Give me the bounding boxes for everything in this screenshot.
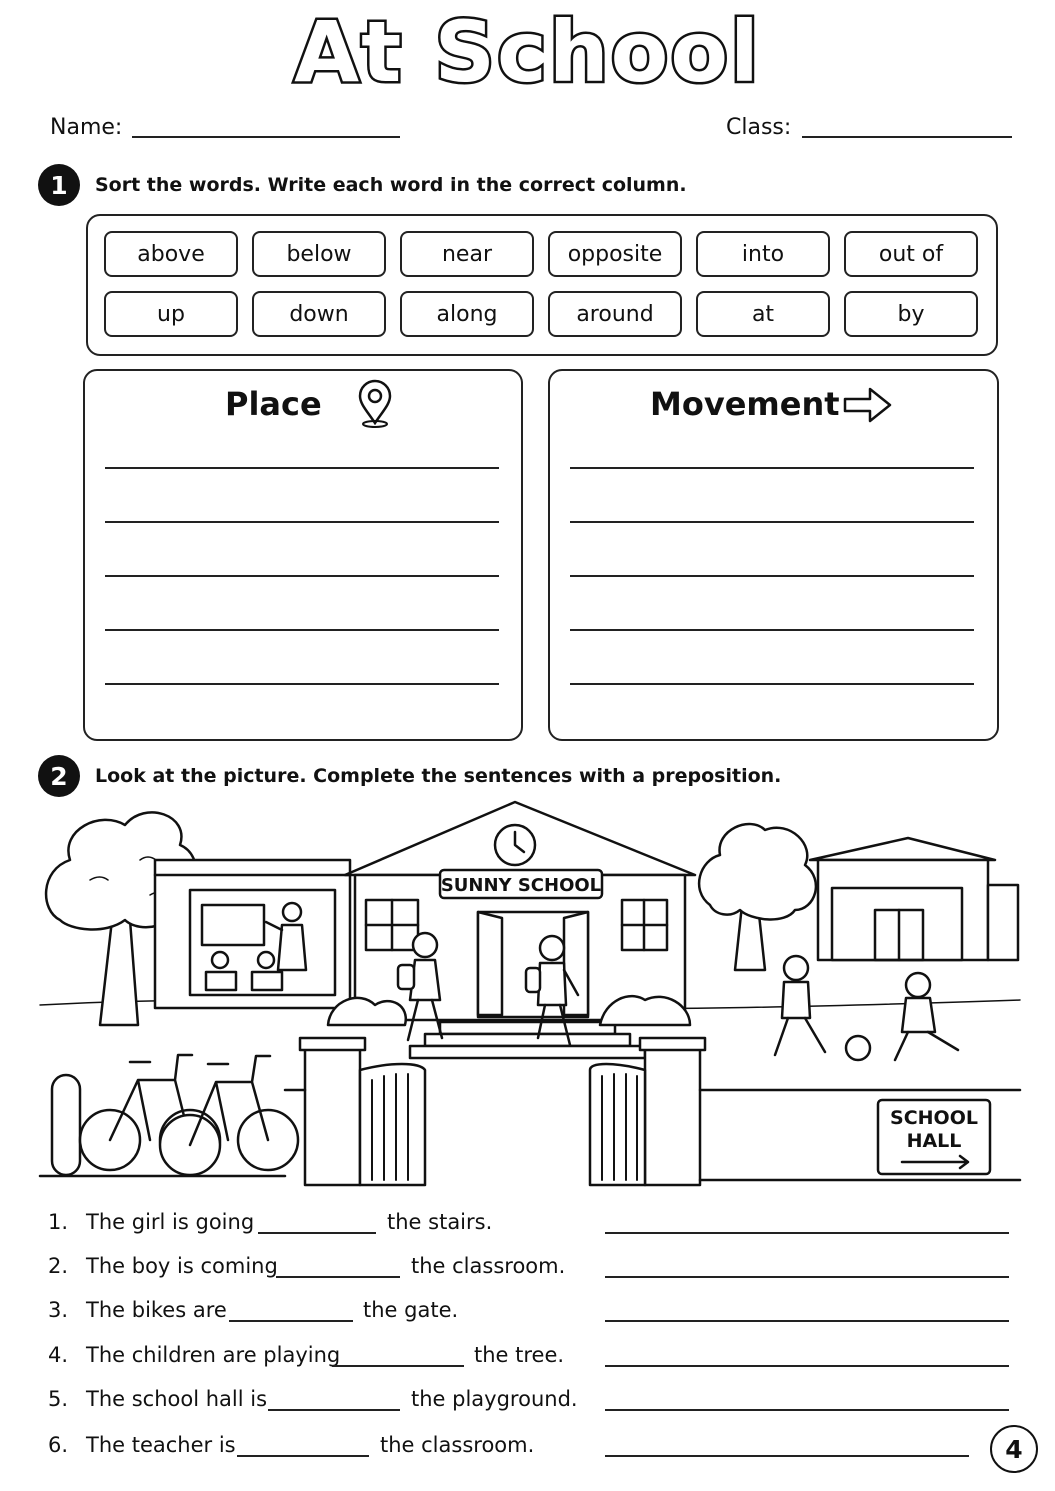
- school-hall-building: [810, 838, 1018, 960]
- sentence-text: The boy is coming: [86, 1254, 278, 1278]
- map-pin-icon: [355, 379, 395, 429]
- answer-line[interactable]: [605, 1409, 1009, 1411]
- sentence-text: The children are playing: [86, 1343, 341, 1367]
- word-card[interactable]: above: [104, 231, 238, 277]
- word-card[interactable]: down: [252, 291, 386, 337]
- movement-column-title: Movement: [650, 385, 840, 423]
- sentence-text: the playground.: [411, 1387, 578, 1411]
- sentence-number: 6.: [48, 1433, 69, 1457]
- page-number: 4: [990, 1425, 1038, 1473]
- sentence-text: the classroom.: [411, 1254, 566, 1278]
- blank-field[interactable]: [237, 1455, 369, 1457]
- word-card[interactable]: at: [696, 291, 830, 337]
- sentence-text: the tree.: [474, 1343, 565, 1367]
- sentence-text: The school hall is: [86, 1387, 268, 1411]
- answer-line[interactable]: [570, 683, 974, 685]
- word-card[interactable]: opposite: [548, 231, 682, 277]
- sentence-number: 2.: [48, 1254, 69, 1278]
- answer-line[interactable]: [105, 575, 499, 577]
- tree-right: [699, 824, 816, 970]
- name-label: Name:: [50, 115, 123, 140]
- sentence-number: 5.: [48, 1387, 69, 1411]
- word-card[interactable]: up: [104, 291, 238, 337]
- answer-line[interactable]: [605, 1455, 969, 1457]
- sentence-number: 4.: [48, 1343, 69, 1367]
- answer-line[interactable]: [105, 467, 499, 469]
- svg-text:SCHOOL: SCHOOL: [890, 1107, 978, 1129]
- word-card[interactable]: around: [548, 291, 682, 337]
- name-field[interactable]: [132, 136, 400, 138]
- section-1-instruction: Sort the words. Write each word in the correct column.: [95, 174, 687, 196]
- page-title: At School: [294, 3, 761, 101]
- answer-line[interactable]: [570, 521, 974, 523]
- sentence-text: the stairs.: [387, 1210, 493, 1234]
- answer-line[interactable]: [605, 1276, 1009, 1278]
- svg-text:HALL: HALL: [906, 1130, 962, 1152]
- answer-line[interactable]: [105, 683, 499, 685]
- school-sign: SUNNY SCHOOL: [440, 875, 602, 896]
- arrow-right-icon: [842, 385, 894, 425]
- answer-line[interactable]: [570, 467, 974, 469]
- answer-line[interactable]: [605, 1320, 1009, 1322]
- class-label: Class:: [726, 115, 792, 140]
- answer-line[interactable]: [105, 521, 499, 523]
- word-card[interactable]: by: [844, 291, 978, 337]
- word-card[interactable]: near: [400, 231, 534, 277]
- word-card[interactable]: out of: [844, 231, 978, 277]
- school-illustration: [30, 800, 1025, 1190]
- word-card[interactable]: below: [252, 231, 386, 277]
- sentence-text: The bikes are: [86, 1298, 227, 1322]
- kids-playing: [775, 956, 958, 1060]
- answer-line[interactable]: [570, 629, 974, 631]
- word-card[interactable]: into: [696, 231, 830, 277]
- blank-field[interactable]: [276, 1276, 400, 1278]
- class-field[interactable]: [802, 136, 1012, 138]
- sentence-text: the classroom.: [380, 1433, 535, 1457]
- bikes: [40, 1055, 298, 1176]
- sentence-text: the gate.: [363, 1298, 459, 1322]
- school-hall-sign: [878, 1100, 990, 1174]
- sentence-text: The girl is going: [86, 1210, 255, 1234]
- blank-field[interactable]: [332, 1365, 464, 1367]
- sentence-number: 3.: [48, 1298, 69, 1322]
- blank-field[interactable]: [268, 1409, 400, 1411]
- sentence-text: The teacher is: [86, 1433, 236, 1457]
- word-bank: [86, 214, 998, 356]
- sentence-number: 1.: [48, 1210, 69, 1234]
- answer-line[interactable]: [570, 575, 974, 577]
- section-1-number: 1: [38, 164, 80, 206]
- blank-field[interactable]: [258, 1232, 376, 1234]
- answer-line[interactable]: [105, 629, 499, 631]
- section-2-number: 2: [38, 755, 80, 797]
- movement-column: [548, 369, 999, 741]
- section-2-instruction: Look at the picture. Complete the sentences with a preposition.: [95, 765, 782, 787]
- answer-line[interactable]: [605, 1232, 1009, 1234]
- word-card[interactable]: along: [400, 291, 534, 337]
- place-column: [83, 369, 523, 741]
- answer-line[interactable]: [605, 1365, 1009, 1367]
- place-column-title: Place: [225, 385, 322, 423]
- blank-field[interactable]: [229, 1320, 353, 1322]
- classroom-building: [155, 860, 350, 1008]
